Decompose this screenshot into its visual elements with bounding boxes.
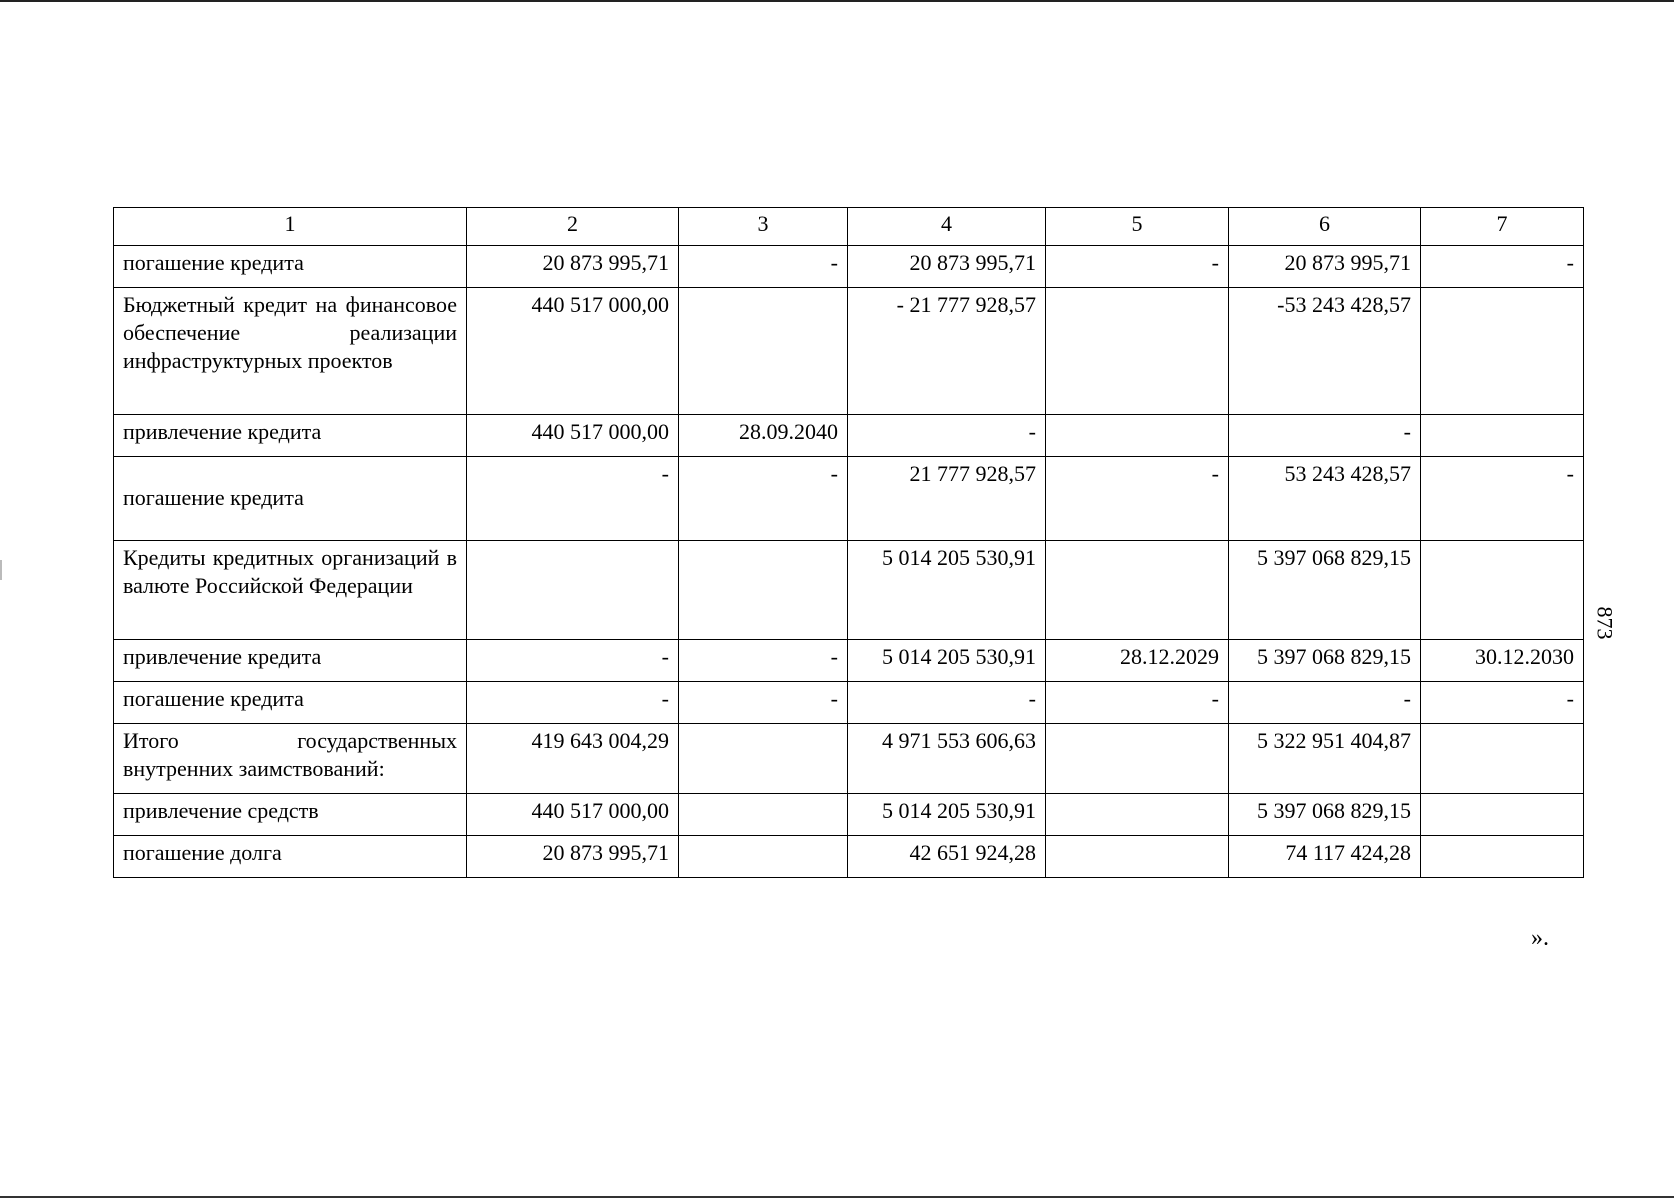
header-cell: 7 — [1421, 208, 1584, 246]
table-cell: 440 517 000,00 — [467, 415, 679, 457]
row-label: привлечение средств — [114, 794, 467, 836]
scan-bottom-edge — [0, 1196, 1674, 1198]
table-cell: 20 873 995,71 — [467, 836, 679, 878]
table-cell: - — [1229, 682, 1421, 724]
table-row — [114, 836, 1584, 878]
table-cell — [679, 541, 848, 640]
table-cell: 30.12.2030 — [1421, 640, 1584, 682]
table-cell: 53 243 428,57 — [1229, 457, 1421, 541]
table-row — [114, 724, 1584, 794]
table-cell: - — [679, 246, 848, 288]
table-row — [114, 457, 1584, 541]
closing-quote-mark: ». — [1531, 925, 1549, 951]
table-cell — [1046, 288, 1229, 415]
table-cell: -53 243 428,57 — [1229, 288, 1421, 415]
table-cell — [1046, 724, 1229, 794]
scan-margin-mark — [0, 560, 2, 580]
table-cell: - — [467, 640, 679, 682]
table-cell: - 21 777 928,57 — [848, 288, 1046, 415]
table-cell — [1421, 836, 1584, 878]
table-cell: - — [848, 682, 1046, 724]
table-cell: - — [1421, 682, 1584, 724]
table-cell: - — [848, 415, 1046, 457]
table-cell: - — [1046, 457, 1229, 541]
table-cell — [679, 836, 848, 878]
table-cell — [1421, 724, 1584, 794]
table-cell: 440 517 000,00 — [467, 794, 679, 836]
table-cell: - — [467, 682, 679, 724]
borrowings-table — [113, 207, 1584, 878]
table-cell: 28.12.2029 — [1046, 640, 1229, 682]
table-cell — [1046, 794, 1229, 836]
row-label: привлечение кредита — [114, 415, 467, 457]
table-cell — [679, 724, 848, 794]
header-cell: 5 — [1046, 208, 1229, 246]
table-cell: 440 517 000,00 — [467, 288, 679, 415]
header-cell: 3 — [679, 208, 848, 246]
table-cell — [467, 541, 679, 640]
table-cell — [1046, 541, 1229, 640]
table-row — [114, 246, 1584, 288]
row-label: погашение кредита — [114, 457, 467, 541]
table-row — [114, 288, 1584, 415]
page-number: 873 — [1592, 606, 1618, 640]
table-cell: 5 322 951 404,87 — [1229, 724, 1421, 794]
table-cell: - — [679, 682, 848, 724]
header-cell: 4 — [848, 208, 1046, 246]
row-label: Бюджетный кредит на финансовое обеспечение реализации инфраструктурных проектов — [114, 288, 467, 415]
row-label: привлечение кредита — [114, 640, 467, 682]
table-cell: 21 777 928,57 — [848, 457, 1046, 541]
table-cell: 4 971 553 606,63 — [848, 724, 1046, 794]
table-cell — [1421, 541, 1584, 640]
table-cell — [1421, 415, 1584, 457]
table-cell: 20 873 995,71 — [848, 246, 1046, 288]
table-row — [114, 682, 1584, 724]
row-label: погашение кредита — [114, 682, 467, 724]
table-cell: 42 651 924,28 — [848, 836, 1046, 878]
table-cell: 5 014 205 530,91 — [848, 640, 1046, 682]
header-cell: 6 — [1229, 208, 1421, 246]
table-cell: 5 397 068 829,15 — [1229, 794, 1421, 836]
table-cell: 5 397 068 829,15 — [1229, 541, 1421, 640]
table-cell — [1421, 288, 1584, 415]
table-cell: - — [467, 457, 679, 541]
table-cell: 5 014 205 530,91 — [848, 541, 1046, 640]
table-cell: 419 643 004,29 — [467, 724, 679, 794]
table-row — [114, 415, 1584, 457]
table-cell: - — [1421, 457, 1584, 541]
header-cell: 2 — [467, 208, 679, 246]
table-cell: 74 117 424,28 — [1229, 836, 1421, 878]
table-cell: - — [679, 457, 848, 541]
row-label: погашение кредита — [114, 246, 467, 288]
table-row — [114, 794, 1584, 836]
table-cell: 28.09.2040 — [679, 415, 848, 457]
table-cell — [1046, 836, 1229, 878]
table-row — [114, 640, 1584, 682]
table-cell: - — [1046, 682, 1229, 724]
row-label: Кредиты кредитных организаций в валюте Российской Федерации — [114, 541, 467, 640]
table-cell: - — [1229, 415, 1421, 457]
header-cell: 1 — [114, 208, 467, 246]
table-cell: 20 873 995,71 — [1229, 246, 1421, 288]
table-cell: 20 873 995,71 — [467, 246, 679, 288]
table-row — [114, 541, 1584, 640]
table-cell — [1046, 415, 1229, 457]
table-cell: - — [1421, 246, 1584, 288]
header-row — [114, 208, 1584, 246]
table-cell — [679, 794, 848, 836]
table-cell — [679, 288, 848, 415]
table-cell — [1421, 794, 1584, 836]
scan-top-edge — [0, 0, 1674, 2]
row-label: погашение долга — [114, 836, 467, 878]
row-label: Итого государственных внутренних заимствований: — [114, 724, 467, 794]
table-cell: - — [1046, 246, 1229, 288]
table-cell: 5 014 205 530,91 — [848, 794, 1046, 836]
table-cell: 5 397 068 829,15 — [1229, 640, 1421, 682]
table-cell: - — [679, 640, 848, 682]
